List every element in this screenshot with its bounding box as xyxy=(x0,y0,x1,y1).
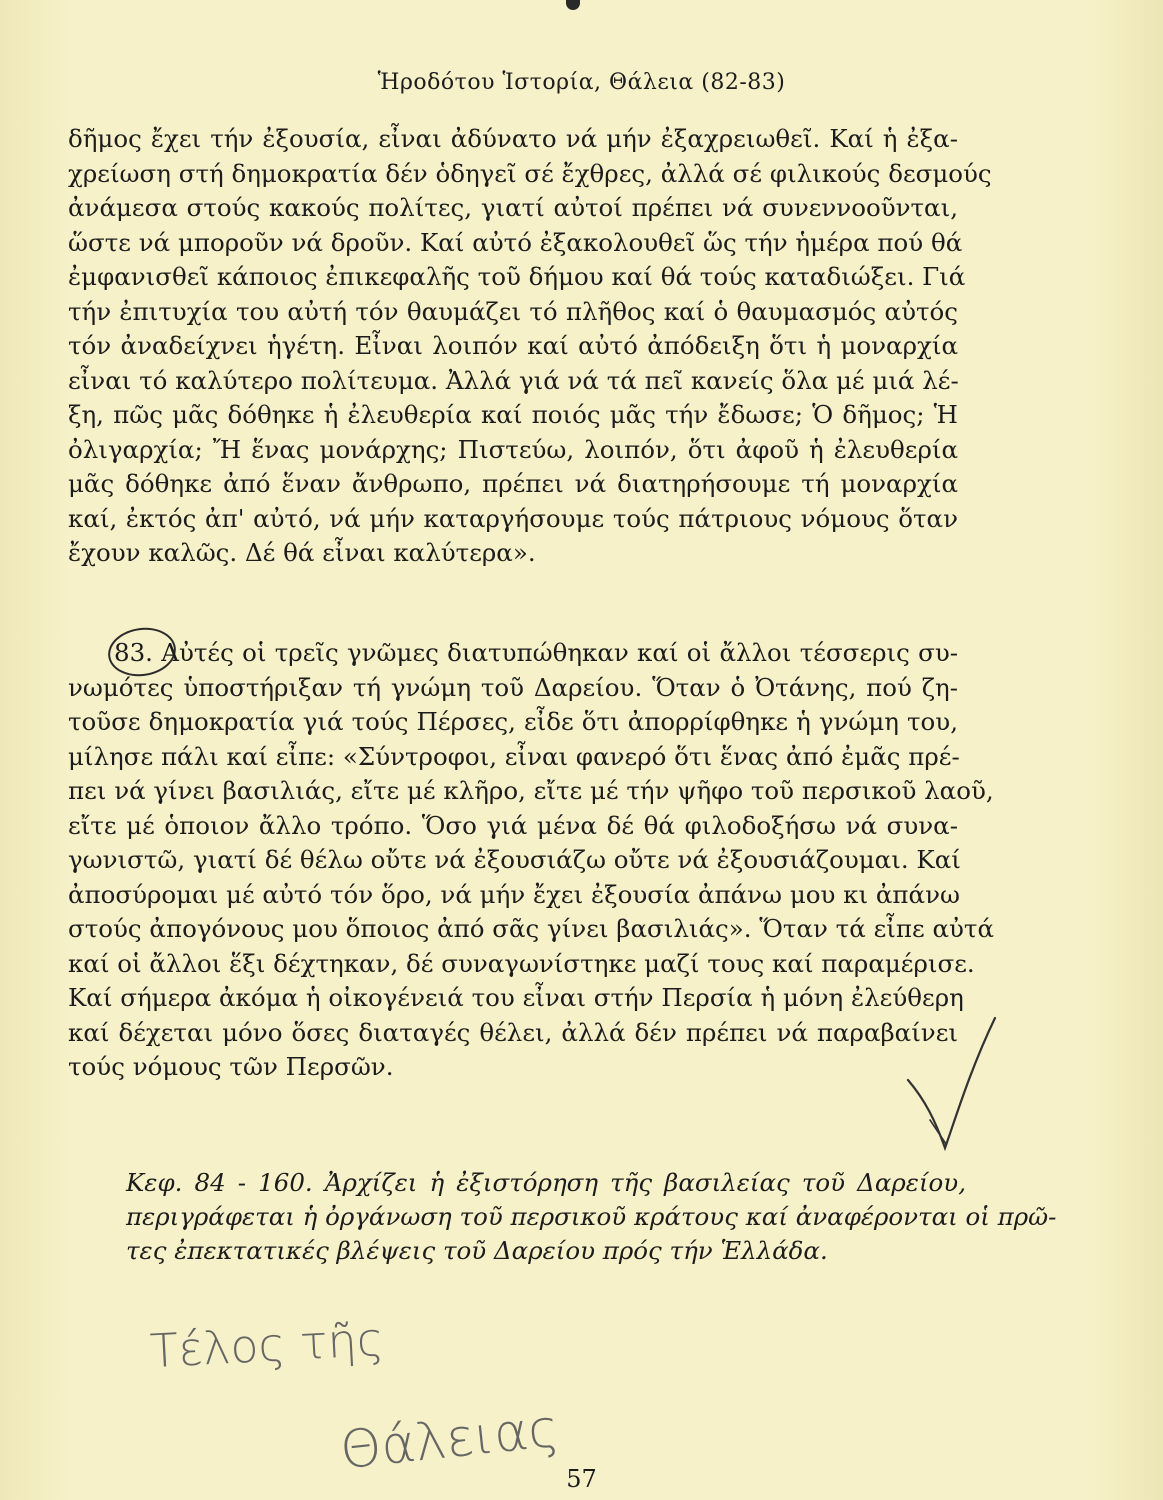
checkmark-annotation xyxy=(900,1010,1010,1160)
summary-line: Κεφ. 84 - 160. Ἀρχίζει ἡ ἐξιστόρηση τῆς βασιλείας τοῦ Δαρείου, xyxy=(126,1168,966,1197)
text-line: ἀνάμεσα στούς κακούς πολίτες, γιατί αὐτοί πρέπει νά συνεννοοῦνται, xyxy=(68,193,958,222)
text-line: ἔχουν καλῶς. Δέ θά εἶναι καλύτερα». xyxy=(68,538,536,567)
text-line: ἀποσύρομαι μέ αὐτό τόν ὅρο, νά μήν ἔχει ἐξουσία ἀπάνω μου κι ἀπάνω xyxy=(68,879,960,909)
text-line: χρείωση στή δημοκρατία δέν ὁδηγεῖ σέ ἔχθρες, ἀλλά σέ φιλικούς δεσμούς xyxy=(68,158,992,188)
text-line-first xyxy=(68,636,958,671)
text-line: τόν ἀναδείχνει ἡγέτη. Εἶναι λοιπόν καί αὐτό ἀπόδειξη ὅτι ἡ μοναρχία xyxy=(68,331,958,360)
page-number: 57 xyxy=(566,1465,597,1493)
chapter-summary xyxy=(126,1166,1057,1268)
text-line: ὀλιγαρχία; Ἤ ἕνας μονάρχης; Πιστεύω, λοιπόν, ὅτι ἀφοῦ ἡ ἐλευθερία xyxy=(68,434,958,464)
first-line-text: Αὐτές οἱ τρεῖς γνῶμες διατυπώθηκαν καί οἱ ἄλλοι τέσσερις συ- xyxy=(161,638,958,667)
text-line: μᾶς δόθηκε ἀπό ἕναν ἄνθρωπο, πρέπει νά διατηρήσουμε τή μοναρχία xyxy=(68,469,958,498)
text-line: στούς ἀπογόνους μου ὅποιος ἀπό σᾶς γίνει βασιλιάς». Ὅταν τά εἶπε αὐτά xyxy=(68,914,994,943)
text-line: γωνιστῶ, γιατί δέ θέλω οὔτε νά ἐξουσιάζω οὔτε νά ἐξουσιάζουμαι. Καί xyxy=(68,845,961,874)
text-line: τήν ἐπιτυχία του αὐτή τόν θαυμάζει τό πλῆθος καί ὁ θαυμασμός αὐτός xyxy=(68,296,958,326)
text-line: ἐμφανισθεῖ κάποιος ἐπικεφαλῆς τοῦ δήμου καί θά τούς καταδιώξει. Γιά xyxy=(68,262,966,291)
text-line: εἴτε μέ ὁποιον ἄλλο τρόπο. Ὅσο γιά μένα δέ θά φιλοδοξήσω νά συνα- xyxy=(68,810,958,840)
summary-line: περιγράφεται ἡ ὀργάνωση τοῦ περσικοῦ κράτους καί ἀναφέρονται οἱ πρῶ- xyxy=(126,1202,1057,1231)
text-line: πει νά γίνει βασιλιάς, εἴτε μέ κλῆρο, εἴτε μέ τήν ψῆφο τοῦ περσικοῦ λαοῦ, xyxy=(68,776,994,805)
text-line: καί, ἐκτός ἀπ' αὐτό, νά μήν καταργήσουμε τούς πάτριους νόμους ὅταν xyxy=(68,503,958,533)
running-head: Ἡροδότου Ἱστορία, Θάλεια (82-83) xyxy=(377,70,786,95)
text-line: τούς νόμους τῶν Περσῶν. xyxy=(68,1052,394,1081)
text-line: καί οἱ ἄλλοι ἕξι δέχτηκαν, δέ συναγωνίστηκε μαζί τους καί παραμέρισε. xyxy=(68,948,975,978)
text-line: τοῦσε δημοκρατία γιά τούς Πέρσες, εἶδε ὅτι ἀπορρίφθηκε ἡ γνώμη του, xyxy=(68,707,958,736)
text-line: μίλησε πάλι καί εἶπε: «Σύντροφοι, εἶναι φανερό ὅτι ἕνας ἀπό ἐμᾶς πρέ- xyxy=(68,741,960,771)
handwritten-note: Θάλειας xyxy=(337,1398,562,1482)
summary-line: τες ἐπεκτατικές βλέψεις τοῦ Δαρείου πρός τήν Ἑλλάδα. xyxy=(126,1236,828,1265)
paragraph-82-continuation xyxy=(68,122,992,571)
text-line: δῆμος ἔχει τήν ἐξουσία, εἶναι ἀδύνατο νά μήν ἐξαχρειωθεῖ. Καί ἡ ἐξα- xyxy=(68,124,958,153)
text-line: Καί σήμερα ἀκόμα ἡ οἰκογένειά του εἶναι στήν Περσία ἡ μόνη ἐλεύθερη xyxy=(68,983,964,1012)
handwritten-note: Τέλος τῆς xyxy=(148,1311,386,1379)
chapter-number: 83. xyxy=(114,638,153,667)
text-line: ξη, πῶς μᾶς δόθηκε ἡ ἐλευθερία καί ποιός μᾶς τήν ἔδωσε; Ὁ δῆμος; Ἡ xyxy=(68,400,958,429)
text-line: ὥστε νά μποροῦν νά δροῦν. Καί αὐτό ἐξακολουθεῖ ὥς τήν ἡμέρα πού θά xyxy=(68,227,963,257)
text-line: καί δέχεται μόνο ὅσες διαταγές θέλει, ἀλλά δέν πρέπει νά παραβαίνει xyxy=(68,1017,958,1047)
paragraph-83 xyxy=(68,636,994,1085)
text-line: εἶναι τό καλύτερο πολίτευμα. Ἀλλά γιά νά τά πεῖ κανείς ὅλα μέ μιά λέ- xyxy=(68,365,959,395)
text-line: νωμότες ὑποστήριξαν τή γνώμη τοῦ Δαρείου. Ὅταν ὁ Ὀτάνης, πού ζη- xyxy=(68,672,958,702)
